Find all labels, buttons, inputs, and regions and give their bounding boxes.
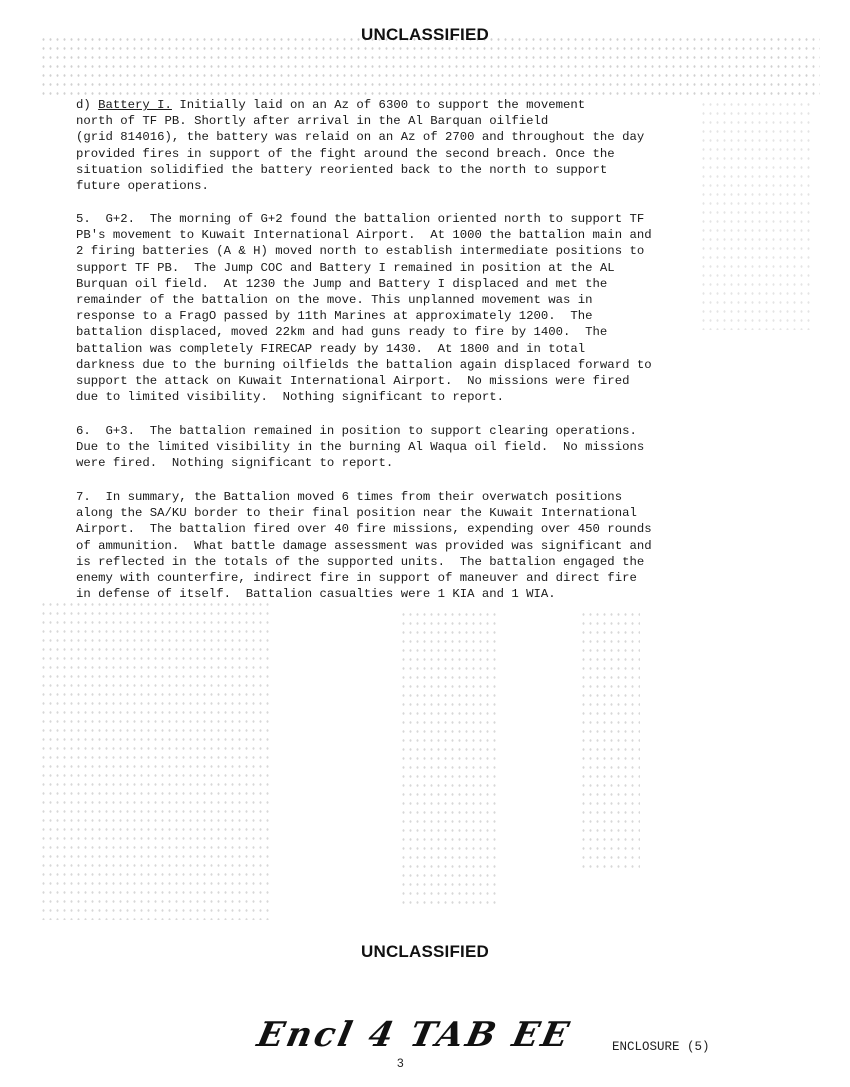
paragraph-d-text: Initially laid on an Az of 6300 to support the movement north of TF PB. Shortly after arrival in the Al Barquan oilfield (grid 814016), the battery was relaid on an Az of 2700 and throughout the day provided fires in support of the fight around the second breach. Once the situation solidified the battery reoriented back to the north to support future operations. xyxy=(76,98,645,194)
paragraph-d-battery-i xyxy=(76,97,726,194)
classification-header: UNCLASSIFIED xyxy=(360,25,490,44)
handwritten-enclosure-note: Encl 4 TAB EE xyxy=(253,1015,576,1055)
page-number: 3 xyxy=(397,1056,404,1070)
enclosure-label: ENCLOSURE (5) xyxy=(612,1040,710,1054)
classification-footer: UNCLASSIFIED xyxy=(360,942,490,961)
paragraph-d-prefix: d) xyxy=(76,98,99,112)
scan-noise-lower-left xyxy=(40,600,270,920)
paragraph-5-g-plus-2: 5. G+2. The morning of G+2 found the battalion oriented north to support TF PB's movement to Kuwait International Airport. At 1000 the battalion main and 2 firing batteries (A & H) moved north to establish intermediate positions to support TF PB. The Jump COC and Battery I remained in position at the AL Burquan oil field. At 1230 the Jump and Battery I displaced and met the remainder of the battalion on the move. This unplanned movement was in response to a FragO passed by 11th Marines at approximately 1200. The battalion displaced, moved 22km and had guns ready to fire by 1400. The battalion was completely FIRECAP ready by 1430. At 1800 and in total darkness due to the burning oilfields the battalion again displaced forward to support the attack on Kuwait International Airport. No missions were fired due to limited visibility. Nothing significant to report. xyxy=(76,212,652,405)
scan-noise-lower-mid xyxy=(400,610,500,910)
paragraph-d-heading: Battery I. xyxy=(98,98,172,112)
scan-noise-lower-right xyxy=(580,610,640,870)
paragraph-7-summary: 7. In summary, the Battalion moved 6 times from their overwatch positions along the SA/KU border to their final position near the Kuwait International Airport. The battalion fired over 40 fire missions, expending over 450 rounds of ammunition. What battle damage assessment was provided was significant and is reflected in the totals of the supported units. The battalion engaged the enemy with counterfire, indirect fire in support of maneuver and direct fire in defense of itself. Battalion casualties were 1 KIA and 1 WIA. xyxy=(76,490,652,602)
paragraph-6-g-plus-3: 6. G+3. The battalion remained in position to support clearing operations. Due to the limited visibility in the burning Al Waqua oil field. No missions were fired. Nothing significant to report. xyxy=(76,424,645,471)
